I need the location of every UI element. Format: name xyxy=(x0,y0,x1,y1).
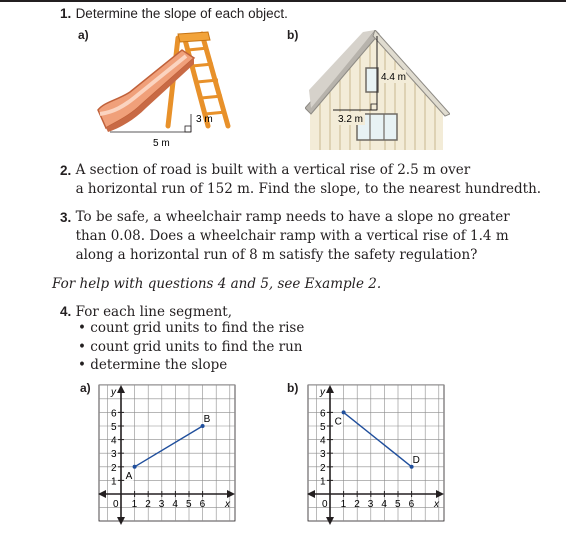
line-segment xyxy=(135,426,203,467)
part-b-label: b) xyxy=(287,28,299,42)
x-tick-label: 2 xyxy=(354,499,360,510)
y-axis-arrow xyxy=(326,385,334,393)
house-rise-label: 4.4 m xyxy=(381,72,407,83)
x-tick-label: 4 xyxy=(172,499,178,510)
question-number: 3. xyxy=(60,210,72,225)
y-tick-label: 3 xyxy=(111,449,117,461)
origin-label: 0 xyxy=(322,499,328,510)
bullet-item: • count grid units to find the run xyxy=(78,339,303,355)
y-tick-label: 3 xyxy=(320,449,326,461)
question-1 xyxy=(60,4,288,24)
x-axis-label: x xyxy=(434,499,439,510)
question-line: A section of road is built with a vertical rise of 2.5 m over xyxy=(75,162,471,178)
y-tick-label: 6 xyxy=(320,408,326,420)
graph-b xyxy=(307,384,447,526)
bullet-item: • determine the slope xyxy=(78,357,228,373)
question-line: along a horizontal run of 8 m satisfy the safety regulation? xyxy=(75,247,478,263)
house-figure xyxy=(305,30,450,152)
x-tick-label: 5 xyxy=(395,499,401,510)
question-2 xyxy=(60,161,541,199)
point-label-b: B xyxy=(203,414,211,425)
question-number: 4. xyxy=(60,304,72,319)
house-run-label: 3.2 m xyxy=(338,114,364,125)
bullet-item: • count grid units to find the rise xyxy=(78,320,305,336)
x-axis-arrow xyxy=(227,490,235,498)
help-note: For help with questions 4 and 5, see Example 2. xyxy=(52,276,382,292)
y-axis-label: y xyxy=(111,387,116,398)
slide-rise-label: 3 m xyxy=(196,114,213,125)
y-tick-label: 1 xyxy=(111,476,117,488)
x-tick-label: 4 xyxy=(381,499,387,510)
point-label-c: C xyxy=(334,416,342,428)
origin-label: 0 xyxy=(113,499,119,510)
question-line: than 0.08. Does a wheelchair ramp with a vertical rise of 1.4 m xyxy=(75,228,509,244)
question-number: 1. xyxy=(60,6,72,21)
y-tick-label: 1 xyxy=(320,476,326,488)
slide-figure xyxy=(90,28,250,152)
y-tick-label: 4 xyxy=(111,435,117,447)
y-tick-label: 2 xyxy=(111,462,117,474)
point-label-a: A xyxy=(125,470,133,482)
point-c xyxy=(342,410,346,414)
y-tick-label: 5 xyxy=(320,422,326,433)
x-tick-label: 3 xyxy=(158,499,165,510)
question-number: 2. xyxy=(60,163,72,178)
part-a-label: a) xyxy=(78,28,89,42)
x-tick-label: 1 xyxy=(340,499,347,510)
graph-b-label: b) xyxy=(287,381,299,395)
y-axis-arrow xyxy=(117,385,125,393)
x-tick-label: 3 xyxy=(367,499,374,510)
top-rule xyxy=(0,0,566,2)
x-tick-label: 6 xyxy=(408,499,415,510)
y-tick-label: 5 xyxy=(111,422,117,433)
point-a xyxy=(133,465,137,469)
graph-a xyxy=(98,384,238,526)
y-tick-label: 4 xyxy=(320,435,326,447)
y-tick-label: 2 xyxy=(320,462,326,474)
point-label-d: D xyxy=(412,454,420,466)
question-line: a horizontal run of 152 m. Find the slope, to the nearest hundredth. xyxy=(75,181,542,197)
x-tick-label: 2 xyxy=(145,499,151,510)
question-3 xyxy=(60,208,510,265)
x-tick-label: 1 xyxy=(131,499,138,510)
slide-run-label: 5 m xyxy=(153,138,170,149)
graph-a-label: a) xyxy=(80,381,91,395)
x-tick-label: 5 xyxy=(186,499,192,510)
y-axis-label: y xyxy=(320,387,325,398)
y-tick-label: 6 xyxy=(111,408,117,420)
question-text: Determine the slope of each object. xyxy=(75,6,288,21)
question-intro: For each line segment, xyxy=(75,304,233,320)
question-line: To be safe, a wheelchair ramp needs to have a slope no greater xyxy=(75,209,510,225)
question-4 xyxy=(60,302,232,322)
x-axis-label: x xyxy=(225,499,230,510)
x-tick-label: 6 xyxy=(199,499,206,510)
x-axis-arrow xyxy=(436,490,444,498)
